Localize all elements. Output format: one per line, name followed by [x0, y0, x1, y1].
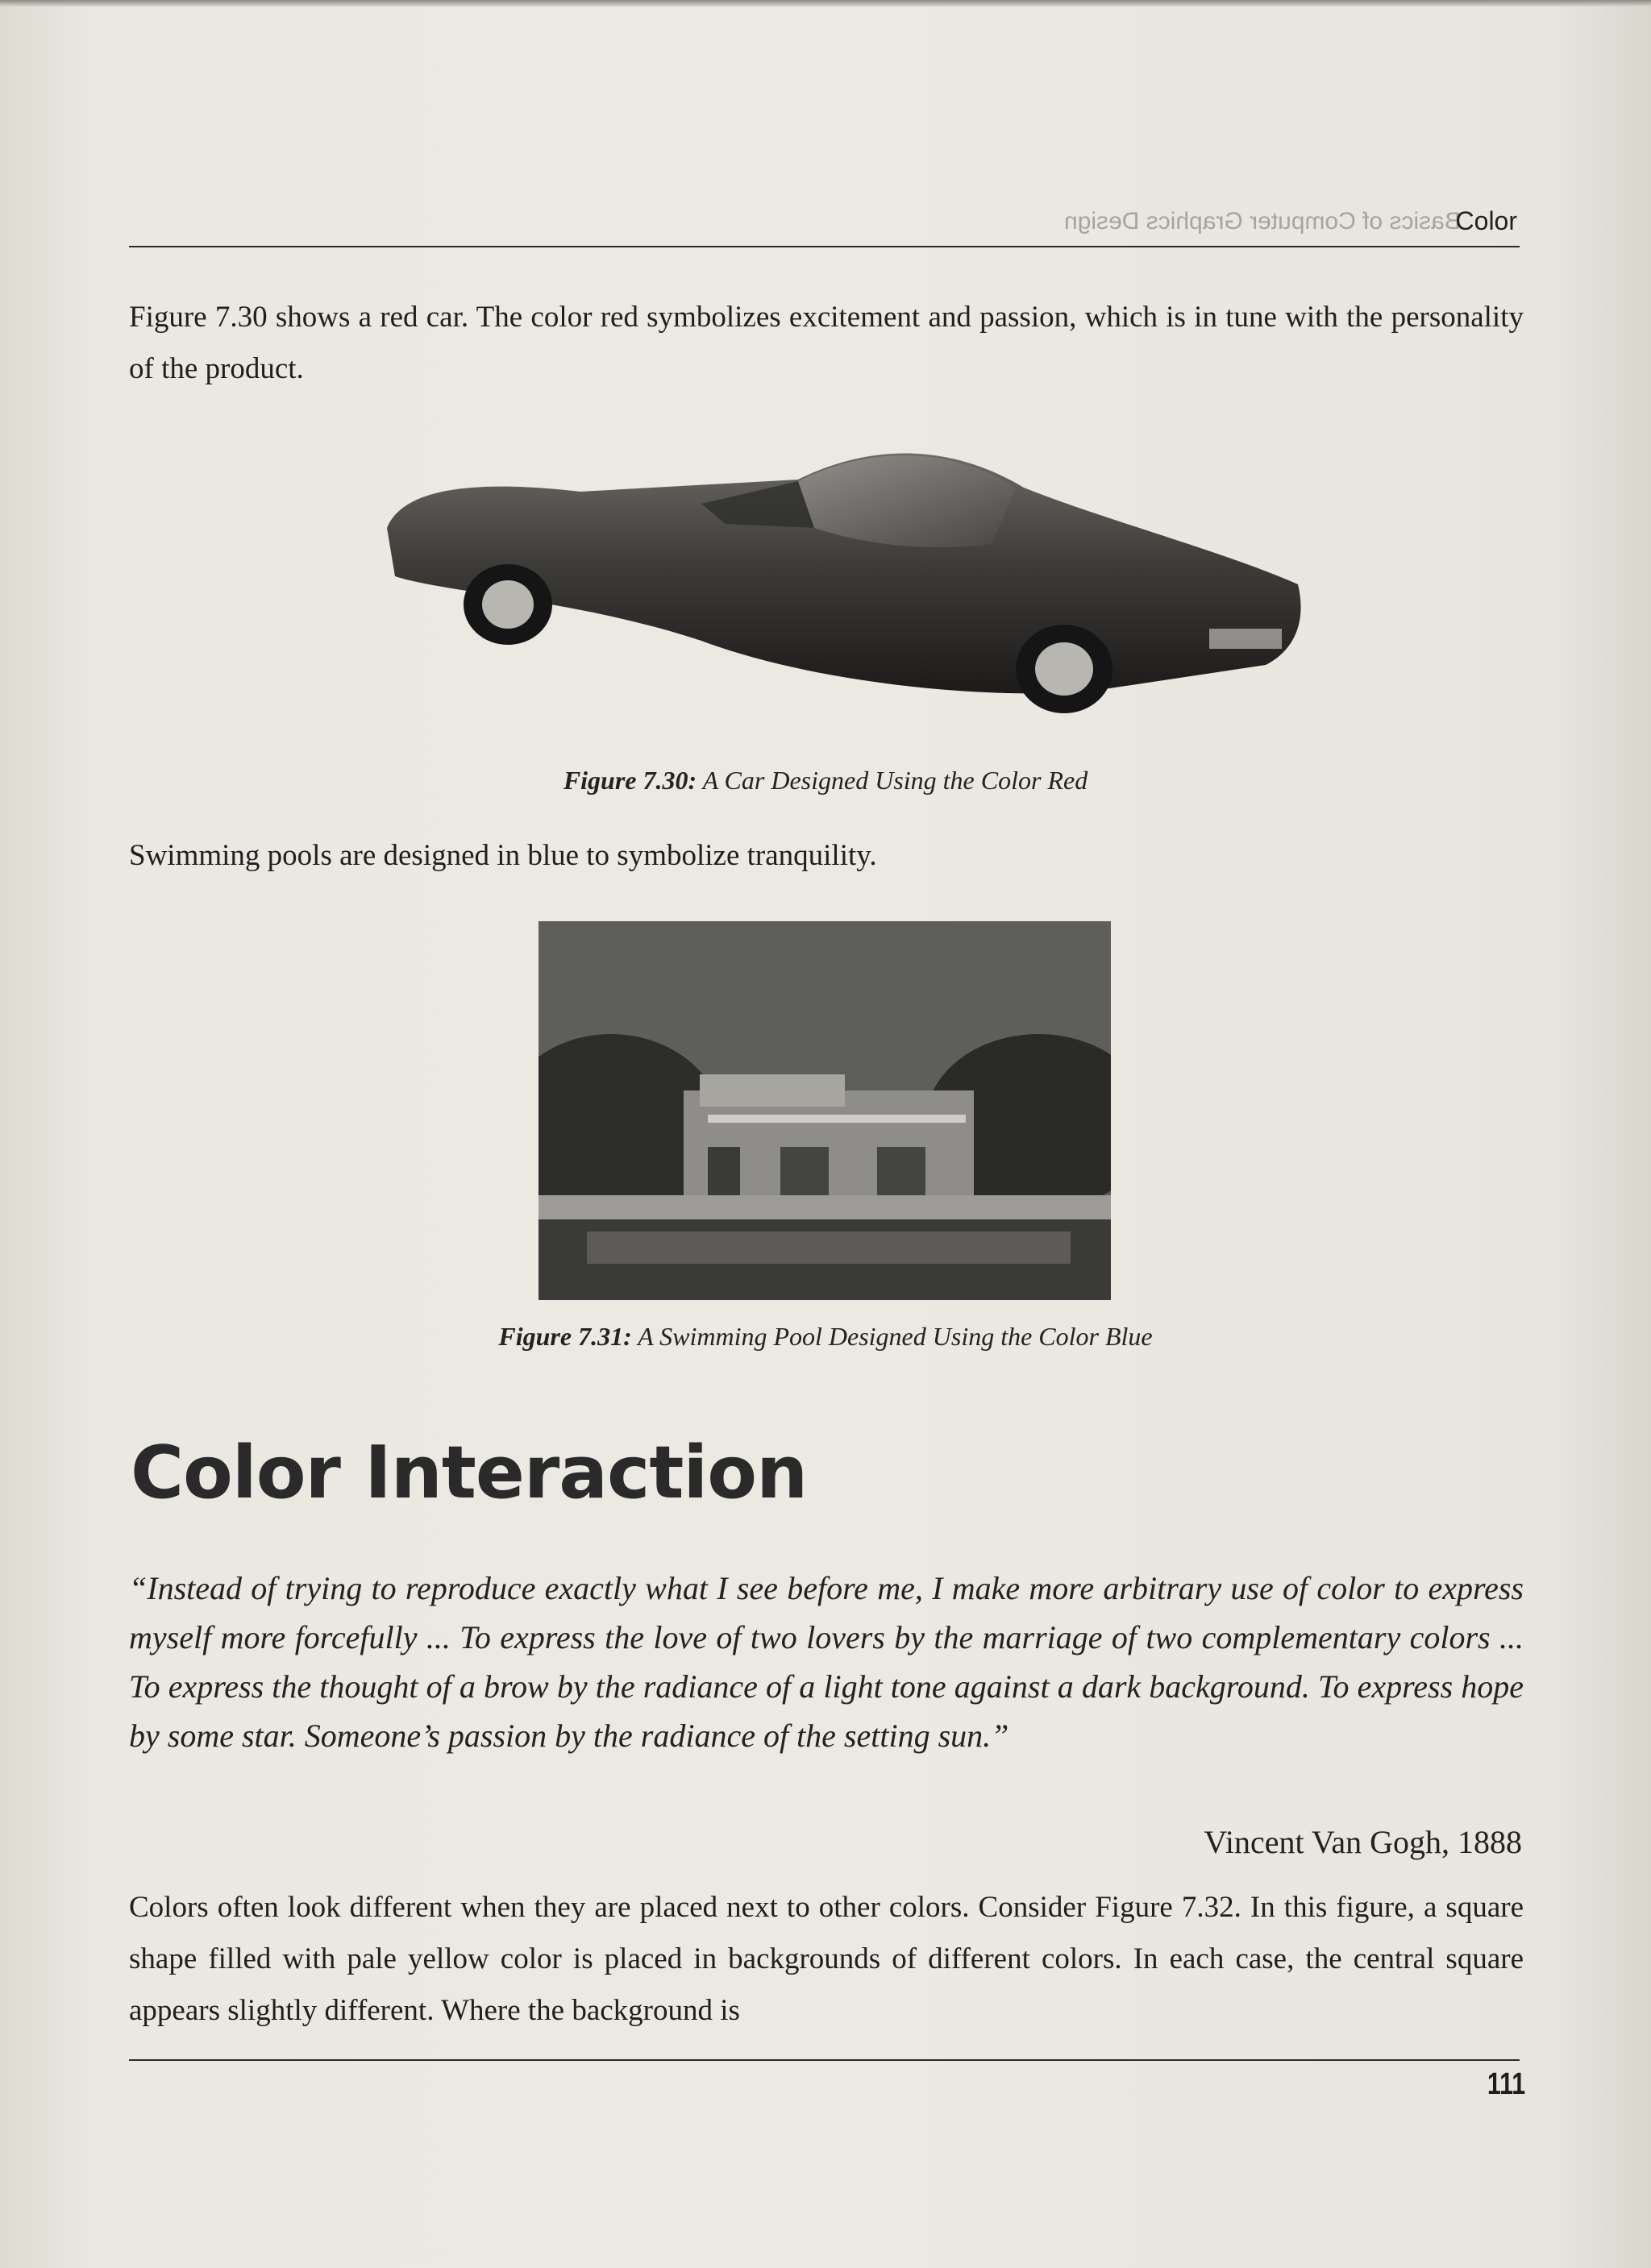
- header-rule: [129, 246, 1520, 247]
- figure-caption-text: A Car Designed Using the Color Red: [702, 766, 1088, 795]
- van-gogh-quote: “Instead of trying to reproduce exactly what I see before me, I make more arbitrary use of color to express myself more forcefully ... To express the love of two lovers by the marriage of two complementary colors ... To express the thought of a brow by the radiance of a light tone against a dark background. To express hope by some star. Someone’s passion by the radiance of the setting sun.”: [129, 1570, 1524, 1754]
- page-number: 111: [1487, 2067, 1525, 2101]
- color-interaction-paragraph: Colors often look different when they are placed next to other colors. Consider Figure 7.32. In this figure, a square shape filled with pale yellow color is placed in backgrounds of different colors. In each case, the central square appears slightly different. Where the background is: [129, 1891, 1524, 2027]
- swimming-pool-photo: [539, 921, 1111, 1300]
- figure-label: Figure 7.30:: [563, 766, 697, 795]
- figure-7-31-caption: [0, 1322, 1651, 1352]
- figure-label: Figure 7.31:: [498, 1322, 632, 1351]
- pool-intro-paragraph: Swimming pools are designed in blue to symbolize tranquility.: [129, 839, 877, 872]
- red-car-photo: [379, 431, 1314, 754]
- figure-caption-text: A Swimming Pool Designed Using the Color Blue: [638, 1322, 1153, 1351]
- quote-attribution: Vincent Van Gogh, 1888: [1204, 1824, 1522, 1860]
- car-intro-paragraph: Figure 7.30 shows a red car. The color red symbolizes excitement and passion, which is in tune with the personality of the product.: [129, 301, 1524, 385]
- footer-rule: [129, 2059, 1520, 2061]
- bleed-through-header: Basics of Computer Graphics Design: [1064, 208, 1461, 235]
- page-top-edge: [0, 0, 1651, 6]
- running-head: Color: [1455, 206, 1517, 235]
- figure-7-30-caption: [0, 766, 1651, 795]
- section-heading: Color Interaction: [131, 1431, 808, 1515]
